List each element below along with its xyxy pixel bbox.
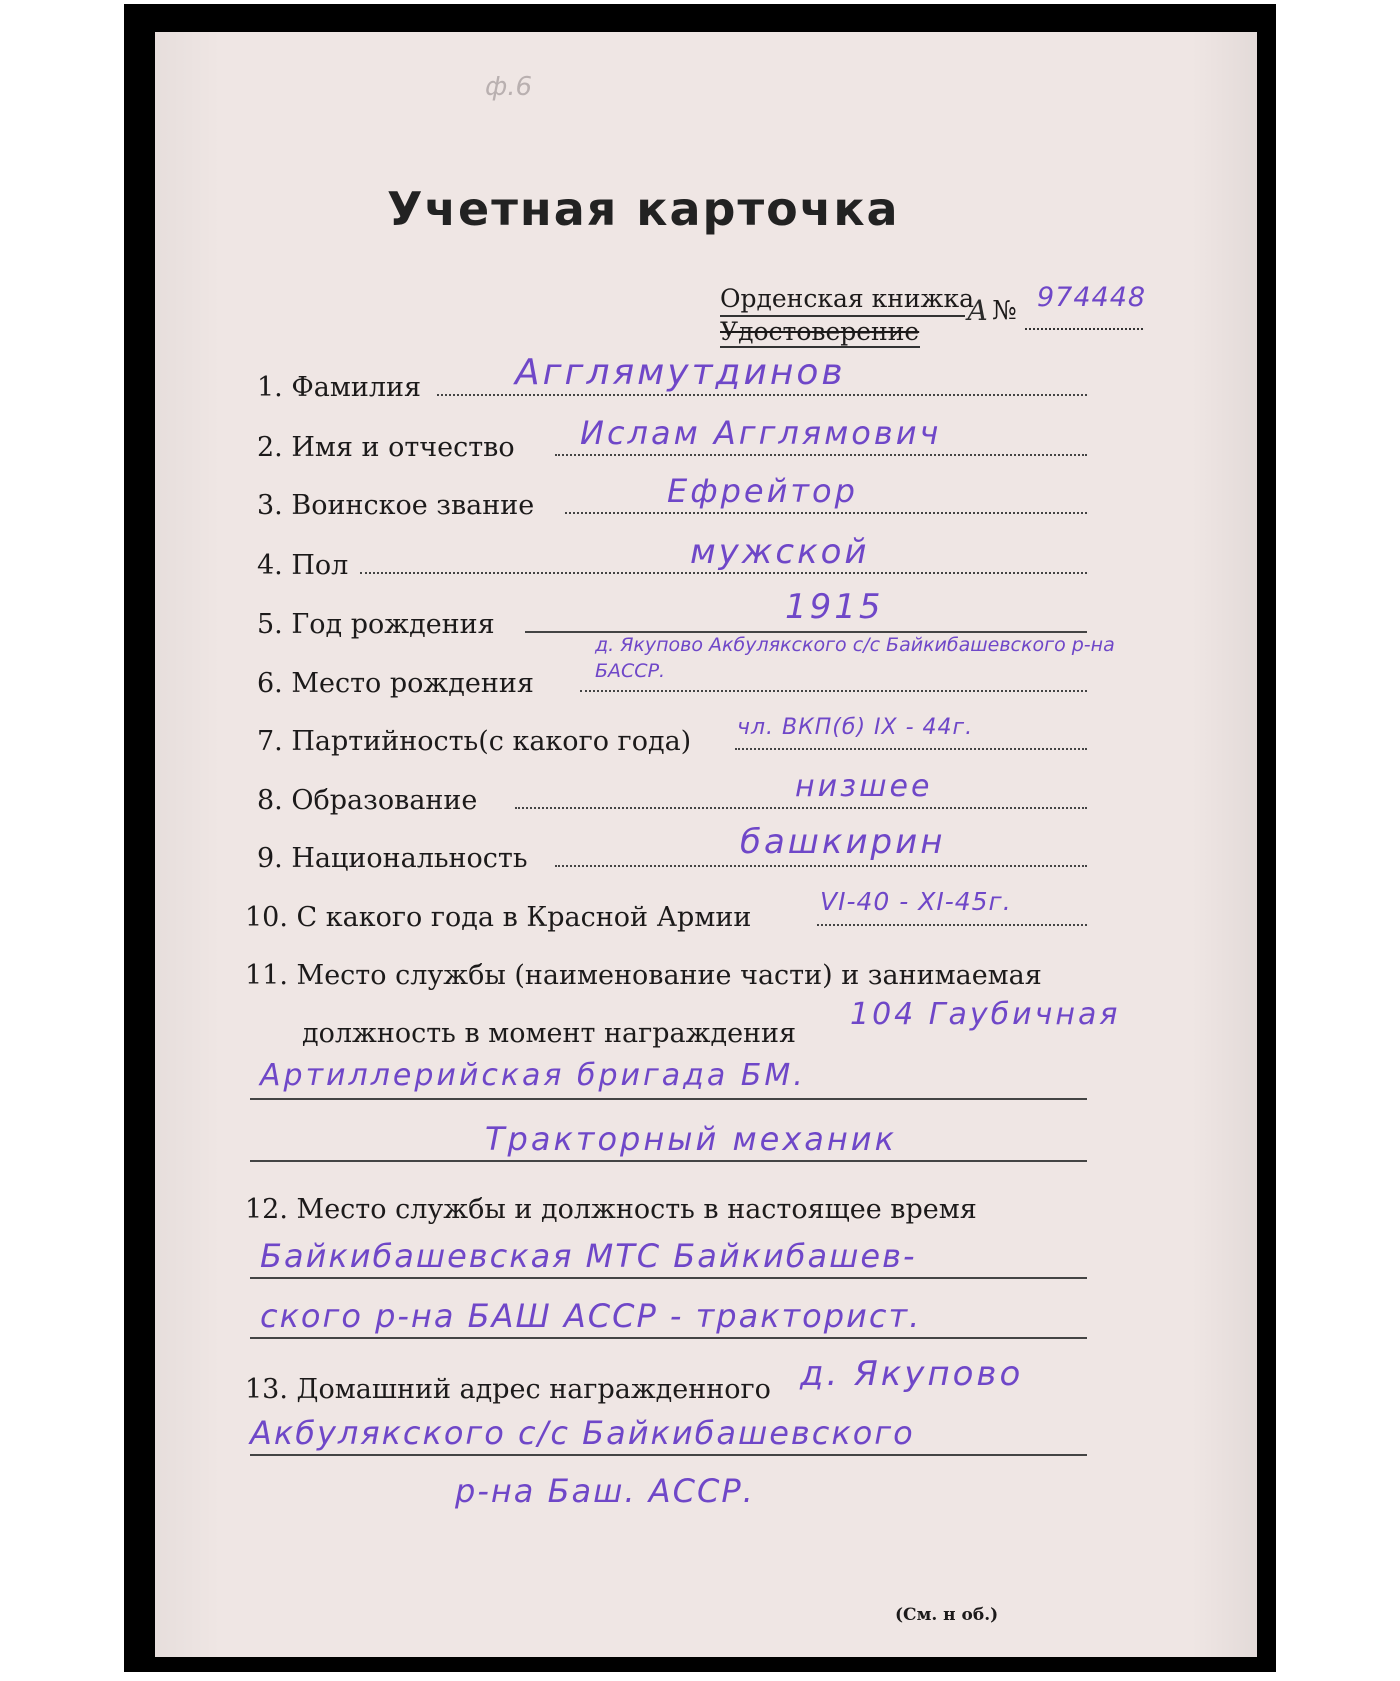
service-position-value: Тракторный механик [485, 1120, 897, 1158]
field-8-label: 8. Образование [257, 785, 478, 816]
field-2-line [555, 454, 1087, 456]
field-3-line [565, 512, 1087, 514]
field-4-label: 4. Пол [257, 550, 349, 581]
field-11-line2 [250, 1098, 1087, 1100]
order-number-value: 974448 [1037, 282, 1147, 313]
field-7-line [735, 748, 1087, 750]
field-2-label: 2. Имя и отчество [257, 432, 515, 463]
field-11-label-line2: должность в момент награждения [302, 1018, 797, 1049]
field-12-line2 [250, 1337, 1087, 1339]
field-12-line1 [250, 1277, 1087, 1279]
field-7-label: 7. Партийность(с какого года) [257, 726, 692, 757]
number-underline [1025, 328, 1143, 330]
field-8-line [515, 807, 1087, 809]
field-6-line [580, 690, 1087, 692]
field-13-line2 [250, 1454, 1087, 1456]
field-9-line [555, 865, 1087, 867]
field-13-label: 13. Домашний адрес награжденного [245, 1374, 771, 1405]
field-12-label: 12. Место службы и должность в настоящее время [245, 1194, 977, 1225]
certificate-label: Удостоверение [720, 317, 920, 346]
certificate-underline [720, 346, 920, 348]
rank-value: Ефрейтор [667, 472, 858, 510]
education-value: низшее [795, 769, 933, 804]
field-1-line [437, 394, 1087, 396]
field-4-line [360, 572, 1087, 574]
service-unit-value-line2: Артиллерийская бригада БМ. [260, 1058, 806, 1093]
field-11-label: 11. Место службы (наименование части) и занимаемая [245, 960, 1042, 991]
card-title: Учетная карточка [387, 182, 900, 236]
party-value: чл. ВКП(б) IX - 44г. [737, 715, 974, 740]
surname-value: Агглямутдинов [515, 352, 846, 393]
field-3-label: 3. Воинское звание [257, 490, 535, 521]
field-9-label: 9. Национальность [257, 843, 528, 874]
birth-year-value: 1915 [785, 587, 884, 627]
registration-card [155, 32, 1257, 1657]
field-1-label: 1. Фамилия [257, 372, 422, 403]
field-10-line [817, 924, 1087, 926]
field-6-label: 6. Место рождения [257, 668, 534, 699]
current-service-value-line1: Байкибашевская МТС Байкибашев- [260, 1237, 917, 1275]
current-service-value-line2: ского р-на БАШ АССР - тракторист. [260, 1297, 922, 1335]
series-letter: А [967, 294, 989, 327]
gender-value: мужской [690, 532, 870, 572]
home-address-value: д. Якупово [800, 1354, 1024, 1394]
pencil-mark: ф.6 [485, 72, 533, 102]
home-address-value-line2: Акбулякского с/с Байкибашевского [250, 1414, 915, 1452]
nationality-value: башкирин [740, 822, 946, 862]
army-since-value: VI-40 - XI-45г. [820, 887, 1012, 916]
order-book-label: Орденская книжка [720, 284, 975, 313]
name-patronymic-value: Ислам Агглямович [580, 414, 942, 452]
field-10-label: 10. С какого года в Красной Армии [245, 902, 752, 933]
footnote: (См. н об.) [895, 1605, 999, 1625]
service-unit-value: 104 Гаубичная [850, 997, 1121, 1032]
field-5-label: 5. Год рождения [257, 609, 495, 640]
home-address-value-line3: р-на Баш. АССР. [455, 1472, 755, 1510]
field-11-line3 [250, 1160, 1087, 1162]
number-label: № [992, 296, 1017, 326]
birthplace-value: д. Якупово Акбулякского с/с Байкибашевского р-на БАССР. [595, 634, 1115, 682]
